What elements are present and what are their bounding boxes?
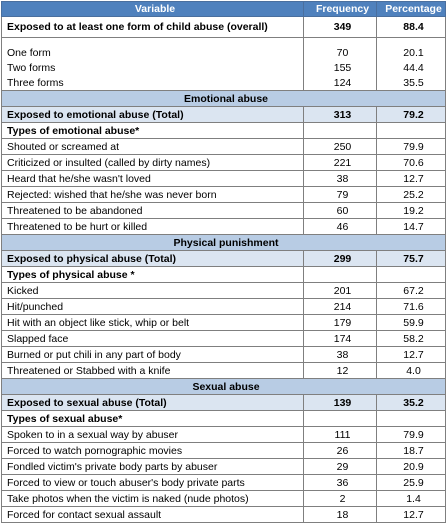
total-row: [2, 251, 446, 267]
item-frequency: 60: [304, 203, 377, 219]
form-percentage: 20.1: [377, 45, 446, 60]
table-row: [2, 139, 446, 155]
item-label: Take photos when the victim is naked (nude photos): [2, 491, 304, 507]
table-row: [2, 443, 446, 459]
form-row: [2, 45, 446, 60]
total-frequency: 313: [304, 107, 377, 123]
item-frequency: 111: [304, 427, 377, 443]
child-abuse-table: [1, 1, 446, 523]
table-row: [2, 427, 446, 443]
section-title: Physical punishment: [2, 235, 446, 251]
item-percentage: 4.0: [377, 363, 446, 379]
item-frequency: 201: [304, 283, 377, 299]
item-label: Heard that he/she wasn't loved: [2, 171, 304, 187]
types-row: [2, 123, 446, 139]
item-percentage: 14.7: [377, 219, 446, 235]
item-frequency: 26: [304, 443, 377, 459]
item-frequency: 38: [304, 347, 377, 363]
overall-row: [2, 17, 446, 38]
header-frequency: Frequency: [304, 2, 377, 17]
total-percentage: 35.2: [377, 395, 446, 411]
item-label: Kicked: [2, 283, 304, 299]
table-row: [2, 315, 446, 331]
item-percentage: 58.2: [377, 331, 446, 347]
item-frequency: 214: [304, 299, 377, 315]
table-row: [2, 491, 446, 507]
spacer-row: [2, 38, 446, 46]
types-row: [2, 411, 446, 427]
item-label: Threatened to be abandoned: [2, 203, 304, 219]
item-label: Fondled victim's private body parts by abuser: [2, 459, 304, 475]
types-row: [2, 267, 446, 283]
item-percentage: 67.2: [377, 283, 446, 299]
item-label: Forced for contact sexual assault: [2, 507, 304, 523]
form-row: [2, 75, 446, 91]
table-row: [2, 331, 446, 347]
item-percentage: 70.6: [377, 155, 446, 171]
overall-label: Exposed to at least one form of child abuse (overall): [2, 17, 304, 38]
item-label: Shouted or screamed at: [2, 139, 304, 155]
section-title: Emotional abuse: [2, 91, 446, 107]
form-frequency: 155: [304, 60, 377, 75]
item-percentage: 12.7: [377, 171, 446, 187]
item-label: Burned or put chili in any part of body: [2, 347, 304, 363]
form-label: One form: [2, 45, 304, 60]
item-label: Threatened or Stabbed with a knife: [2, 363, 304, 379]
item-percentage: 59.9: [377, 315, 446, 331]
item-frequency: 250: [304, 139, 377, 155]
item-label: Rejected: wished that he/she was never born: [2, 187, 304, 203]
form-label: Two forms: [2, 60, 304, 75]
total-row: [2, 107, 446, 123]
table-row: [2, 171, 446, 187]
item-label: Hit/punched: [2, 299, 304, 315]
item-frequency: 2: [304, 491, 377, 507]
item-frequency: 79: [304, 187, 377, 203]
item-percentage: 19.2: [377, 203, 446, 219]
item-label: Slapped face: [2, 331, 304, 347]
section-header-row: [2, 91, 446, 107]
table-row: [2, 187, 446, 203]
item-percentage: 25.2: [377, 187, 446, 203]
table-row: [2, 155, 446, 171]
total-label: Exposed to physical abuse (Total): [2, 251, 304, 267]
item-percentage: 79.9: [377, 139, 446, 155]
table-row: [2, 299, 446, 315]
total-percentage: 79.2: [377, 107, 446, 123]
item-percentage: 71.6: [377, 299, 446, 315]
item-percentage: 25.9: [377, 475, 446, 491]
item-label: Criticized or insulted (called by dirty names): [2, 155, 304, 171]
item-label: Spoken to in a sexual way by abuser: [2, 427, 304, 443]
section-title: Sexual abuse: [2, 379, 446, 395]
total-row: [2, 395, 446, 411]
form-frequency: 70: [304, 45, 377, 60]
item-label: Threatened to be hurt or killed: [2, 219, 304, 235]
item-percentage: 20.9: [377, 459, 446, 475]
form-label: Three forms: [2, 75, 304, 91]
table-row: [2, 203, 446, 219]
total-label: Exposed to emotional abuse (Total): [2, 107, 304, 123]
section-header-row: [2, 379, 446, 395]
item-percentage: 12.7: [377, 507, 446, 523]
item-frequency: 12: [304, 363, 377, 379]
form-frequency: 124: [304, 75, 377, 91]
table-row: [2, 219, 446, 235]
overall-frequency: 349: [304, 17, 377, 38]
table-row: [2, 507, 446, 523]
item-label: Forced to view or touch abuser's body private parts: [2, 475, 304, 491]
item-label: Hit with an object like stick, whip or belt: [2, 315, 304, 331]
table-row: [2, 283, 446, 299]
form-percentage: 35.5: [377, 75, 446, 91]
total-percentage: 75.7: [377, 251, 446, 267]
form-row: [2, 60, 446, 75]
table-row: [2, 363, 446, 379]
total-frequency: 299: [304, 251, 377, 267]
total-label: Exposed to sexual abuse (Total): [2, 395, 304, 411]
types-label: Types of sexual abuse*: [2, 411, 304, 427]
table-row: [2, 347, 446, 363]
header-row: [2, 2, 446, 17]
item-percentage: 79.9: [377, 427, 446, 443]
item-frequency: 221: [304, 155, 377, 171]
overall-percentage: 88.4: [377, 17, 446, 38]
types-label: Types of emotional abuse*: [2, 123, 304, 139]
item-label: Forced to watch pornographic movies: [2, 443, 304, 459]
table-row: [2, 475, 446, 491]
total-frequency: 139: [304, 395, 377, 411]
item-percentage: 1.4: [377, 491, 446, 507]
item-frequency: 38: [304, 171, 377, 187]
section-header-row: [2, 235, 446, 251]
item-frequency: 179: [304, 315, 377, 331]
header-percentage: Percentage: [377, 2, 446, 17]
item-frequency: 174: [304, 331, 377, 347]
item-frequency: 46: [304, 219, 377, 235]
item-percentage: 18.7: [377, 443, 446, 459]
item-frequency: 29: [304, 459, 377, 475]
header-variable: Variable: [2, 2, 304, 17]
table-row: [2, 459, 446, 475]
types-label: Types of physical abuse *: [2, 267, 304, 283]
form-percentage: 44.4: [377, 60, 446, 75]
item-frequency: 18: [304, 507, 377, 523]
item-frequency: 36: [304, 475, 377, 491]
item-percentage: 12.7: [377, 347, 446, 363]
